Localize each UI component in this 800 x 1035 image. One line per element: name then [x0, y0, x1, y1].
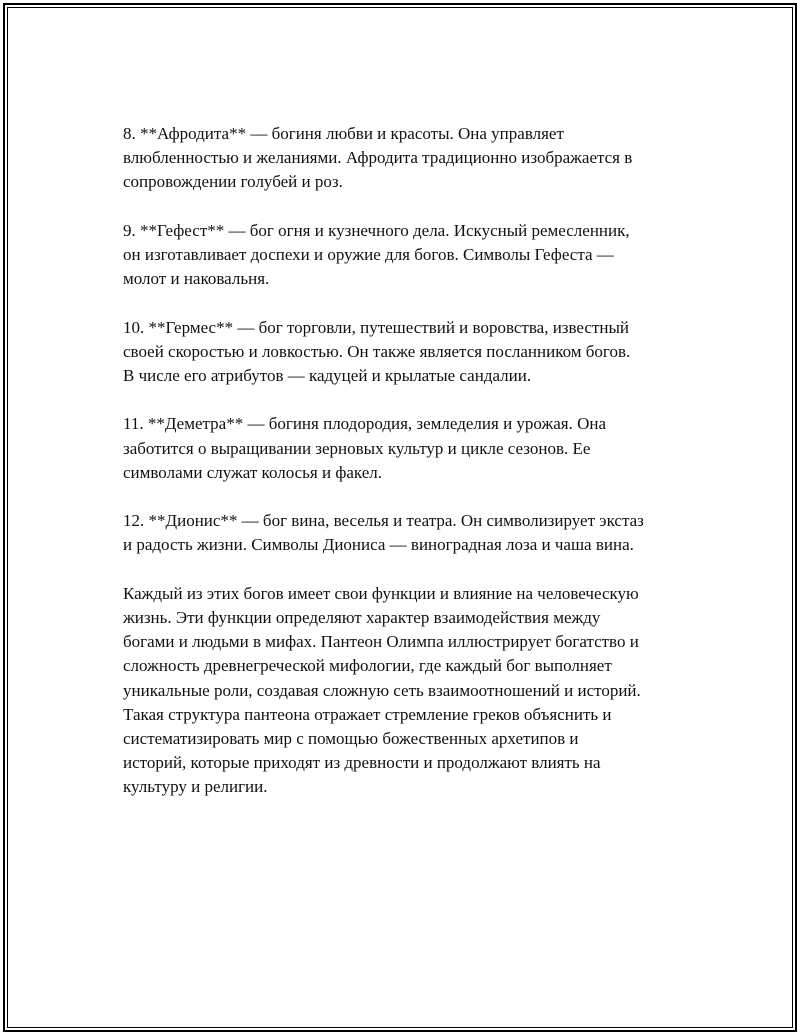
document-body: [123, 122, 713, 824]
paragraph-aphrodite: 8. **Афродита** — богиня любви и красоты. Она управляет влюбленностью и желаниями. Афродита традиционно изображается в сопровождении голубей и роз.: [123, 124, 633, 192]
paragraph-summary: Каждый из этих богов имеет свои функции и влияние на человеческую жизнь. Эти функции определяют характер взаимодействия между богами и людьми в мифах. Пантеон Олимпа иллюстрирует богатство и сложность древнегреческой мифологии, где каждый бог выполняет уникальные роли, создавая сложную сеть взаимоотношений и историй. Такая структура пантеона отражает стремление греков объяснить и систематизировать мир с помощью божественных архетипов и историй, которые приходят из древности и продолжают влиять на культуру и религии.: [123, 583, 641, 797]
paragraph-hermes: 10. **Гермес** — бог торговли, путешествий и воровства, известный своей скоростью и ловкостью. Он также является посланником богов. В числе его атрибутов — кадуцей и крылатые сандалии.: [123, 317, 631, 385]
paragraph-hephaestus: 9. **Гефест** — бог огня и кузнечного дела. Искусный ремесленник, он изготавливает доспехи и оружие для богов. Символы Гефеста — молот и наковальня.: [123, 220, 630, 289]
paragraph-demeter: 11. **Деметра** — богиня плодородия, земледелия и урожая. Она заботится о выращивании зерновых культур и цикле сезонов. Ее символами служат колосья и факел.: [123, 414, 607, 482]
paragraph-dionysus: 12. **Дионис** — бог вина, веселья и театра. Он символизирует экстаз и радость жизни. Символы Диониса — виноградная лоза и чаша вина.: [123, 511, 644, 555]
page-frame: [3, 3, 797, 1032]
